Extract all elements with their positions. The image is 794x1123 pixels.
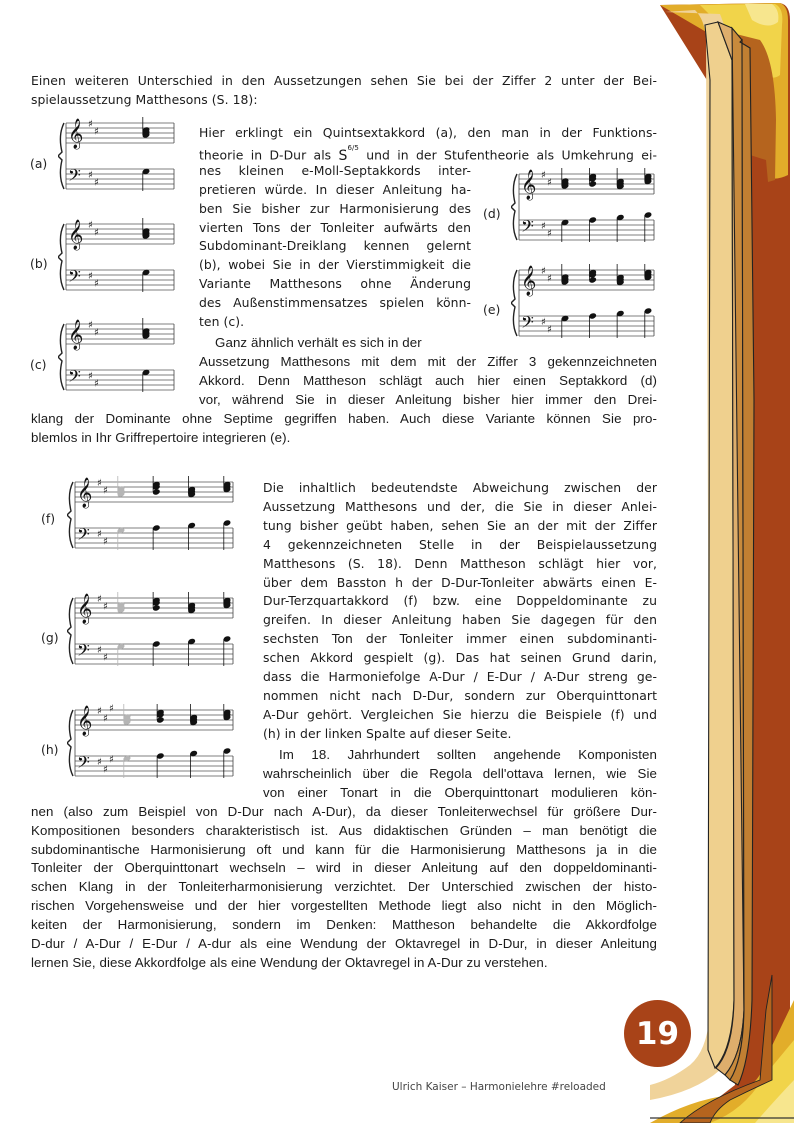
page-edge-decoration [650,0,794,1123]
text-line: blemlos in Ihr Griffrepertoire integrieren (e). [31,429,291,445]
text-line: spielaussetzung Matthesons (S. 18): [31,91,258,107]
text-line: Kompositionen besonders charakteristisch ist. Aus didaktischen Gründen – man benötigt die [31,822,657,838]
sharp-icon: ♯ [97,478,102,489]
text-line: von einer Tonart in die Oberquinttonart modulieren kön- [263,784,657,800]
sharp-icon: ♯ [88,119,93,130]
symbol-figure-bottom: 5 [354,143,359,152]
text-line: rischen Vorgehensweise und der hier vorgestellten Methode liegt also nicht in den Möglich- [31,898,657,914]
text-line: subdominantische Harmonisierung oft und kann für die Harmonisierung Matthesons ja in die [31,841,657,857]
music-example-c [58,318,176,404]
sharp-icon: ♯ [541,221,546,232]
sharp-icon: ♯ [103,485,108,497]
text-line: Dur-Terzquartakkord (f) bzw. eine Doppeldominante zu [263,593,657,609]
music-example-f [67,476,235,560]
text-line: nes kleinen e-Moll-Septakkords inter- [199,162,471,178]
music-example-d [511,168,656,252]
text-line: nommen nicht nach D-Dur, sondern zur Oberquinttonart [263,687,657,703]
example-label-h: (h) [41,742,59,757]
sharp-icon: ♯ [88,271,93,282]
symbol-figure-top: 6 [347,143,352,152]
text-line: klang der Dominante ohne Septime gegriffen haben. Auch diese Variante können Sie pro- [31,410,657,426]
brace-icon [511,270,517,336]
treble-clef-icon: 𝄞 [68,119,84,149]
sharp-icon: ♯ [88,320,93,331]
text-line: Aussetzung Matthesons mit dem mit der Ziffer 3 gekennzeichneten [199,353,657,369]
example-label-d: (d) [483,206,501,221]
sharp-icon: ♯ [103,764,108,776]
sharp-icon: ♯ [88,170,93,181]
text-line: nen (also zum Beispiel von D-Dur nach A-Dur), da dieser Tonleiterwechsel für größere Dur- [31,803,657,819]
sharp-icon: ♯ [97,757,102,768]
text-line: des Außenstimmensatzes spielen könn- [199,295,471,311]
text-line: Die inhaltlich bedeutendste Abweichung zwischen der [263,480,657,495]
brace-icon [67,482,73,548]
brace-icon [511,174,517,240]
text-line: tung bisher geübt haben, sehen Sie an der mit der Ziffer [263,517,657,533]
sharp-icon: ♯ [94,327,99,339]
example-label-b: (b) [30,256,48,271]
music-example-b [58,218,176,304]
paragraph-abweichung [263,479,657,744]
brace-icon [58,324,64,390]
sharp-icon: ♯ [94,227,99,239]
sharp-icon: ♯ [97,529,102,540]
page-number: 19 [635,1015,680,1052]
brace-icon [67,598,73,664]
sharp-icon: ♯ [88,371,93,382]
footer-credit: Ulrich Kaiser – Harmonielehre #reloaded [392,1081,606,1093]
treble-clef-icon: 𝄞 [77,706,93,736]
sharp-icon: ♯ [97,594,102,605]
text-line: D-dur / A-Dur / E-Dur / A-dur als eine Wendung der Oktavregel in D-Dur, in dieser Anleitung [31,936,657,952]
example-label-g: (g) [41,630,59,645]
bass-clef-icon: 𝄢 [68,266,81,290]
brace-icon [67,710,73,776]
text-line: über dem Basston h der D-Dur-Tonleiter abwärts einen E- [263,574,657,590]
text-line: 4 gekennzeichneten Stelle in der Beispielaussetzung [263,536,657,552]
paragraph-septakkord-cont [31,410,657,448]
text-line: (h) in der linken Spalte auf dieser Seite. [263,725,512,741]
music-example-e [511,264,656,348]
brace-icon [58,224,64,290]
example-label-a: (a) [30,156,48,171]
treble-clef-icon: 𝄞 [521,266,537,296]
text-line: ben Sie bisher zur Harmonisierung des [199,200,471,216]
bass-clef-icon: 𝄢 [68,366,81,390]
intro-paragraph [31,72,657,110]
paragraph-quintsextakkord [199,124,657,165]
sharp-icon: ♯ [94,278,99,290]
sharp-icon: ♯ [547,324,552,336]
brace-icon [58,123,64,189]
text-line: greifen. In dieser Anleitung haben Sie dagegen für den [263,612,657,628]
paragraph-regola-dell-ottava-cont [31,803,657,973]
sharp-icon: ♯ [103,713,108,725]
example-label-f: (f) [41,511,56,526]
function-symbol: $S^{6/5}$ [338,143,359,164]
treble-clef-icon: 𝄞 [77,478,93,508]
text-fragment: theorie in D-Dur als [199,147,332,163]
text-line: schen Akkord gespielt (g). Das hat seinen Grund darin, [263,650,657,666]
music-example-g [67,592,235,676]
text-line: Im 18. Jahrhundert sollten angehende Komponisten [279,747,657,762]
text-line: Ganz ähnlich verhält es sich in der [215,335,422,350]
bass-clef-icon: 𝄢 [77,752,90,776]
sharp-icon: ♯ [547,273,552,285]
sharp-icon: ♯ [103,536,108,548]
sharp-icon: ♯ [547,177,552,189]
example-label-c: (c) [30,357,47,372]
music-example-h [67,704,235,788]
text-line: Variante Matthesons ohne Änderung [199,276,471,292]
text-line: ten (c). [199,314,245,330]
symbol-letter: S [338,147,348,164]
text-line: A-Dur gehört. Vergleichen Sie hierzu die Beispiele (f) und [263,706,657,722]
sharp-icon: ♯ [541,170,546,181]
sharp-icon: ♯ [97,706,102,717]
sharp-icon: ♯ [94,378,99,390]
text-line: Tonleiter der Oberquinttonart wechseln – wird in dieser Anleitung auf den doppeldominanti- [31,860,657,876]
text-line: wahrscheinlich über die Regola dell'ottava lernen, wie Sie [263,765,657,781]
text-line: Matthesons (S. 18). Denn Mattheson schlägt hier vor, [263,555,657,571]
bass-clef-icon: 𝄢 [77,640,90,664]
text-line: Aussetzung Matthesons und der, die Sie in dieser Anlei- [263,498,657,514]
sharp-icon: ♯ [94,177,99,189]
text-line: lernen Sie, diese Akkordfolge als eine Wendung der Oktavregel in A-Dur zu verstehen. [31,954,548,970]
text-line: dass die Harmoniefolge A-Dur / E-Dur / A-Dur streng ge- [263,669,657,685]
sharp-icon: ♯ [103,601,108,613]
sharp-icon: ♯ [94,126,99,138]
treble-clef-icon: 𝄞 [68,320,84,350]
bass-clef-icon: 𝄢 [68,165,81,189]
example-label-e: (e) [483,302,501,317]
sharp-icon: ♯ [109,754,114,766]
paragraph-quintsextakkord-cont [199,162,471,332]
text-line: vierten Tons der Tonleiter aufwärts den [199,219,471,235]
text-line: Einen weiteren Unterschied in den Aussetzungen sehen Sie bei der Ziffer 2 unter der Bei- [31,73,657,88]
text-line: schen Klang in der Tonleiterharmonisierung verzichtet. Der Unterschied zwischen der histo- [31,879,657,895]
treble-clef-icon: 𝄞 [521,170,537,200]
text-fragment: und in der Stufentheorie als Umkehrung ei- [366,147,657,163]
sharp-icon: ♯ [541,317,546,328]
text-line: vor, während Sie in dieser Anleitung bisher hier immer den Drei- [199,391,657,407]
text-line: pretieren würde. In dieser Anleitung ha- [199,181,471,197]
sharp-icon: ♯ [88,220,93,231]
bass-clef-icon: 𝄢 [77,524,90,548]
sharp-icon: ♯ [547,228,552,240]
text-line: Akkord. Denn Mattheson schlägt auch hier einen Septakkord (d) [199,372,657,388]
paragraph-regola-dell-ottava [263,746,657,803]
music-example-a [58,117,176,203]
text-line: Subdominant-Dreiklang kennen gelernt [199,238,471,254]
text-line: keiten der Harmonisierung, sondern im Denken: Mattheson behandelte die Akkordfolge [31,917,657,933]
bass-clef-icon: 𝄢 [521,312,534,336]
bass-clef-icon: 𝄢 [521,216,534,240]
text-line: Hier erklingt ein Quintsextakkord (a), den man in der Funktions- [199,125,657,140]
sharp-icon: ♯ [109,704,114,715]
sharp-icon: ♯ [97,645,102,656]
treble-clef-icon: 𝄞 [68,220,84,250]
page-number-badge [624,1000,691,1067]
sharp-icon: ♯ [541,266,546,277]
text-line: (b), wobei Sie in der Vierstimmigkeit die [199,257,471,273]
treble-clef-icon: 𝄞 [77,594,93,624]
text-line: sechsten Ton der Tonleiter immer einen subdominanti- [263,631,657,647]
sharp-icon: ♯ [103,652,108,664]
